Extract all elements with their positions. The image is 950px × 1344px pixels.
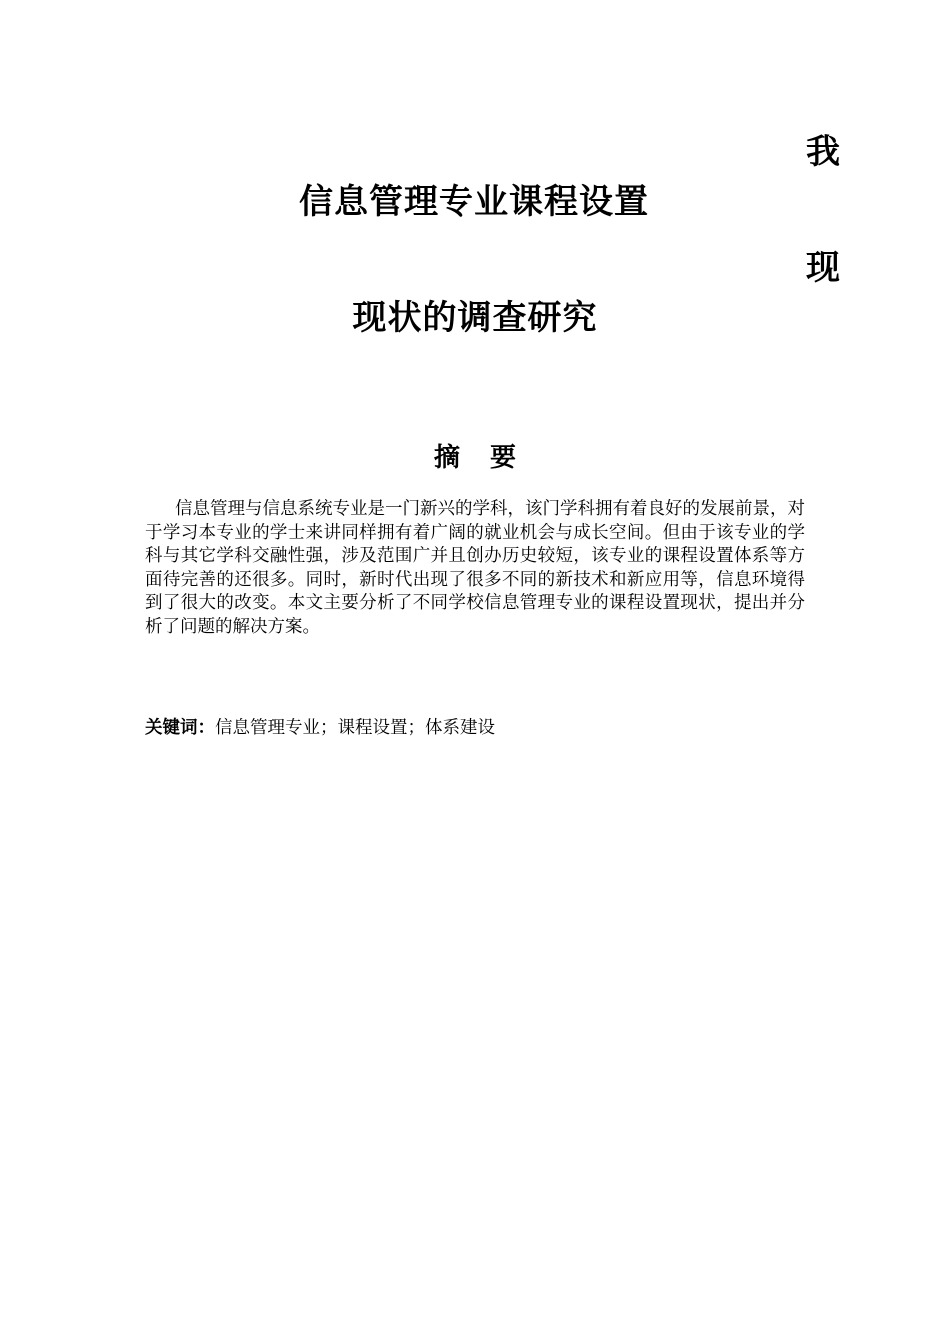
margin-character-2: 现 — [806, 248, 840, 288]
abstract-heading — [0, 440, 950, 476]
document-title-line-2: 现状的调查研究 — [352, 298, 598, 338]
keywords-line — [145, 716, 805, 740]
margin-character-1: 我 — [806, 132, 840, 172]
document-title-line-1: 信息管理专业课程设置 — [299, 182, 649, 222]
abstract-heading-part-2: 要 — [490, 443, 517, 473]
abstract-heading-part-1: 摘 — [433, 443, 460, 473]
abstract-body: 信息管理与信息系统专业是一门新兴的学科，该门学科拥有着良好的发展前景，对于学习本专业的学士来讲同样拥有着广阔的就业机会与成长空间。但由于该专业的学科与其它学科交融性强，涉及范围广并且创办历史较短，该专业的课程设置体系等方面待完善的还很多。同时，新时代出现了很多不同的新技术和新应用等，信息环境得到了很大的改变。本文主要分析了不同学校信息管理专业的课程设置现状，提出并分析了问题的解决方案。 — [145, 499, 805, 637]
keywords-items: 信息管理专业；课程设置；体系建设 — [215, 718, 495, 738]
keywords-label: 关键词： — [145, 718, 215, 738]
